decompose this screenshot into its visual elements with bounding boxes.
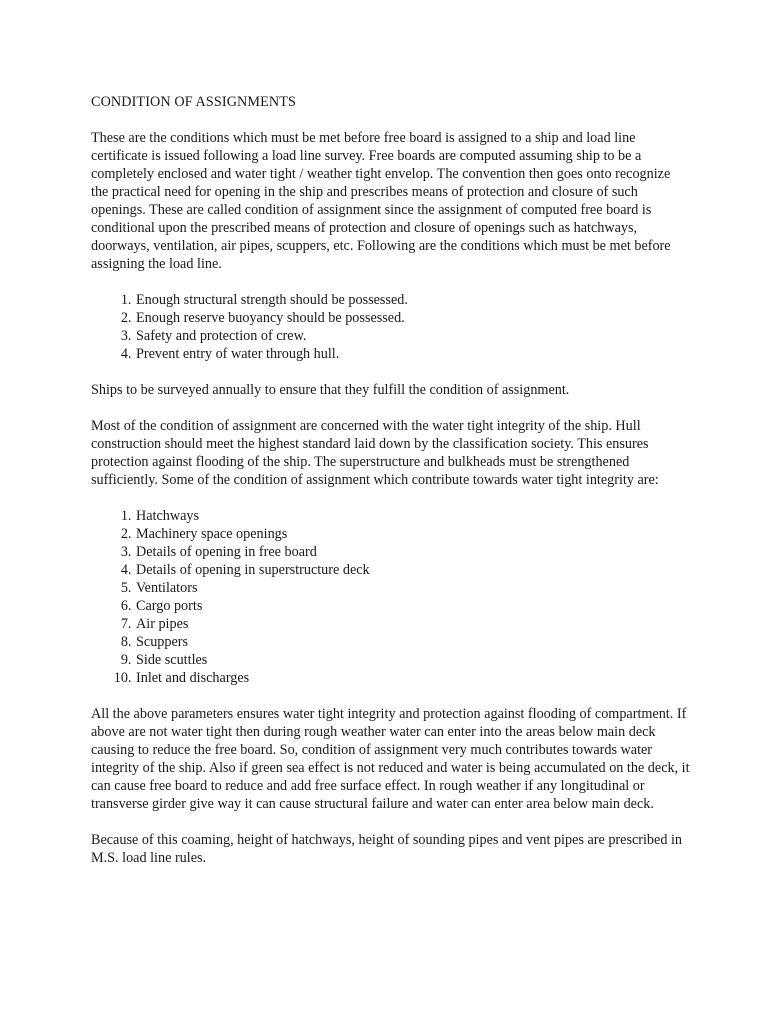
intro-paragraph: These are the conditions which must be met before free board is assigned to a ship and load line certificate is issued following a load line survey. Free boards are computed assuming ship to be a completely enclosed and water tight / weather tight envelop. The convention then goes onto recognize the practical need for opening in the ship and prescribes means of protection and closure of such openings. These are called condition of assignment since the assignment of computed free board is conditional upon the prescribed means of protection and closure of openings such as hatchways, doorways, ventilation, air pipes, scuppers, etc. Following are the conditions which must be met before assigning the load line. xyxy=(91,130,671,272)
list-item: 3. Details of opening in free board xyxy=(135,543,691,561)
survey-note-paragraph: Ships to be surveyed annually to ensure that they fulfill the condition of assignment. xyxy=(91,382,570,398)
page-title: CONDITION OF ASSIGNMENTS xyxy=(91,94,296,110)
list-item: 3. Safety and protection of crew. xyxy=(135,327,691,345)
list-item: 4. Prevent entry of water through hull. xyxy=(135,345,691,363)
list-item: 5. Ventilators xyxy=(135,579,691,597)
list-item: 10. Inlet and discharges xyxy=(135,669,691,687)
document-page xyxy=(91,93,691,885)
list-item: 1. Enough structural strength should be possessed. xyxy=(135,291,691,309)
list-item: 6. Cargo ports xyxy=(135,597,691,615)
integrity-paragraph: Most of the condition of assignment are concerned with the water tight integrity of the ship. Hull construction should meet the highest standard laid down by the classification society. This ensures protection against flooding of the ship. The superstructure and bulkheads must be strengthened sufficiently. Some of the condition of assignment which contribute towards water tight integrity are: xyxy=(91,418,659,488)
list-item: 9. Side scuttles xyxy=(135,651,691,669)
list-item: 8. Scuppers xyxy=(135,633,691,651)
integrity-items-list xyxy=(91,507,691,687)
conditions-list xyxy=(91,291,691,363)
parameters-paragraph: All the above parameters ensures water tight integrity and protection against flooding of compartment. If above are not water tight then during rough weather water can enter into the areas below main deck causing to reduce the free board. So, condition of assignment very much contributes towards water integrity of the ship. Also if green sea effect is not reduced and water is being accumulated on the deck, it can cause free board to reduce and add free surface effect. In rough weather if any longitudinal or transverse girder give way it can cause structural failure and water can enter area below main deck. xyxy=(91,706,690,812)
closing-paragraph: Because of this coaming, height of hatchways, height of sounding pipes and vent pipes are prescribed in M.S. load line rules. xyxy=(91,832,682,866)
list-item: 2. Enough reserve buoyancy should be possessed. xyxy=(135,309,691,327)
list-item: 1. Hatchways xyxy=(135,507,691,525)
list-item: 4. Details of opening in superstructure deck xyxy=(135,561,691,579)
list-item: 2. Machinery space openings xyxy=(135,525,691,543)
list-item: 7. Air pipes xyxy=(135,615,691,633)
